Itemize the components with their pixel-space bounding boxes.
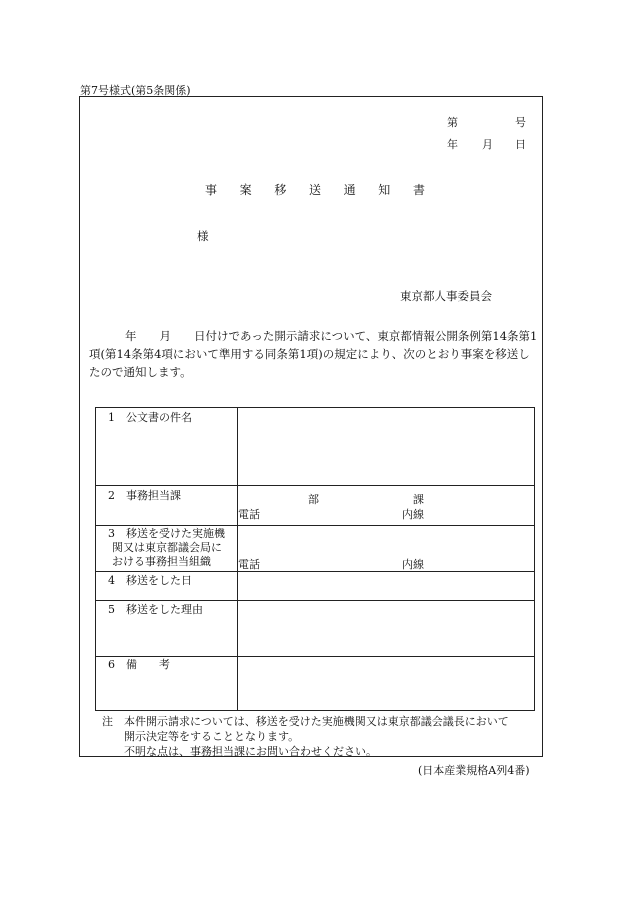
date-day: 日 (515, 138, 526, 151)
date-month: 月 (482, 138, 493, 151)
row-divider (96, 571, 534, 572)
row-label-document-name: 1 公文書の件名 (108, 411, 192, 424)
department-bu: 部 (308, 493, 319, 506)
addressee-suffix: 様 (197, 229, 209, 243)
row-label-transfer-reason: 5 移送をした理由 (108, 603, 203, 616)
body-line-1: 年 月 日付けであった開示請求について、東京都情報公開条例第14条第1 (125, 329, 538, 343)
row-label-department: 2 事務担当課 (108, 489, 181, 502)
title-char: 通 (343, 183, 356, 197)
department-extension: 内線 (402, 508, 424, 521)
title-char: 書 (412, 183, 425, 197)
title-char: 送 (308, 183, 321, 197)
issuer: 東京都人事委員会 (400, 289, 492, 303)
paper-size-note: (日本産業規格A列4番) (418, 764, 530, 777)
row-label-transfer-date: 4 移送をした日 (108, 574, 192, 587)
row-label-recipient-3: おける事務担当組織 (112, 555, 211, 568)
number-suffix: 号 (515, 116, 526, 129)
details-table (95, 407, 535, 711)
body-line-3: たので通知します。 (89, 365, 192, 379)
row-divider (96, 600, 534, 601)
title-char: 移 (274, 183, 287, 197)
document-title (205, 181, 425, 198)
title-char: 事 (205, 183, 218, 197)
form-reference: 第7号様式(第5条関係) (80, 84, 191, 97)
note-line-3: 不明な点は、事務担当課にお問い合わせください。 (124, 745, 377, 758)
title-char: 案 (239, 183, 252, 197)
row-label-recipient-2: 関又は東京都議会局に (112, 541, 222, 554)
number-prefix: 第 (447, 116, 458, 129)
row-divider (96, 525, 534, 526)
department-ka: 課 (413, 493, 424, 506)
department-tel: 電話 (238, 508, 260, 521)
note-line-1: 注 本件開示請求については、移送を受けた実施機関又は東京都議会議長において (102, 715, 509, 728)
row-label-remarks: 6 備 考 (108, 658, 170, 671)
row-divider (96, 485, 534, 486)
body-line-2: 項(第14条第4項において準用する同条第1項)の規定により、次のとおり事案を移送し (89, 347, 530, 361)
row-label-recipient-1: 3 移送を受けた実施機 (108, 527, 225, 540)
note-line-2: 開示決定等をすることとなります。 (124, 730, 300, 743)
recipient-tel: 電話 (238, 558, 260, 571)
title-char: 知 (378, 183, 391, 197)
date-year: 年 (447, 138, 458, 151)
recipient-extension: 内線 (402, 558, 424, 571)
row-divider (96, 656, 534, 657)
body-paragraph (89, 327, 538, 381)
